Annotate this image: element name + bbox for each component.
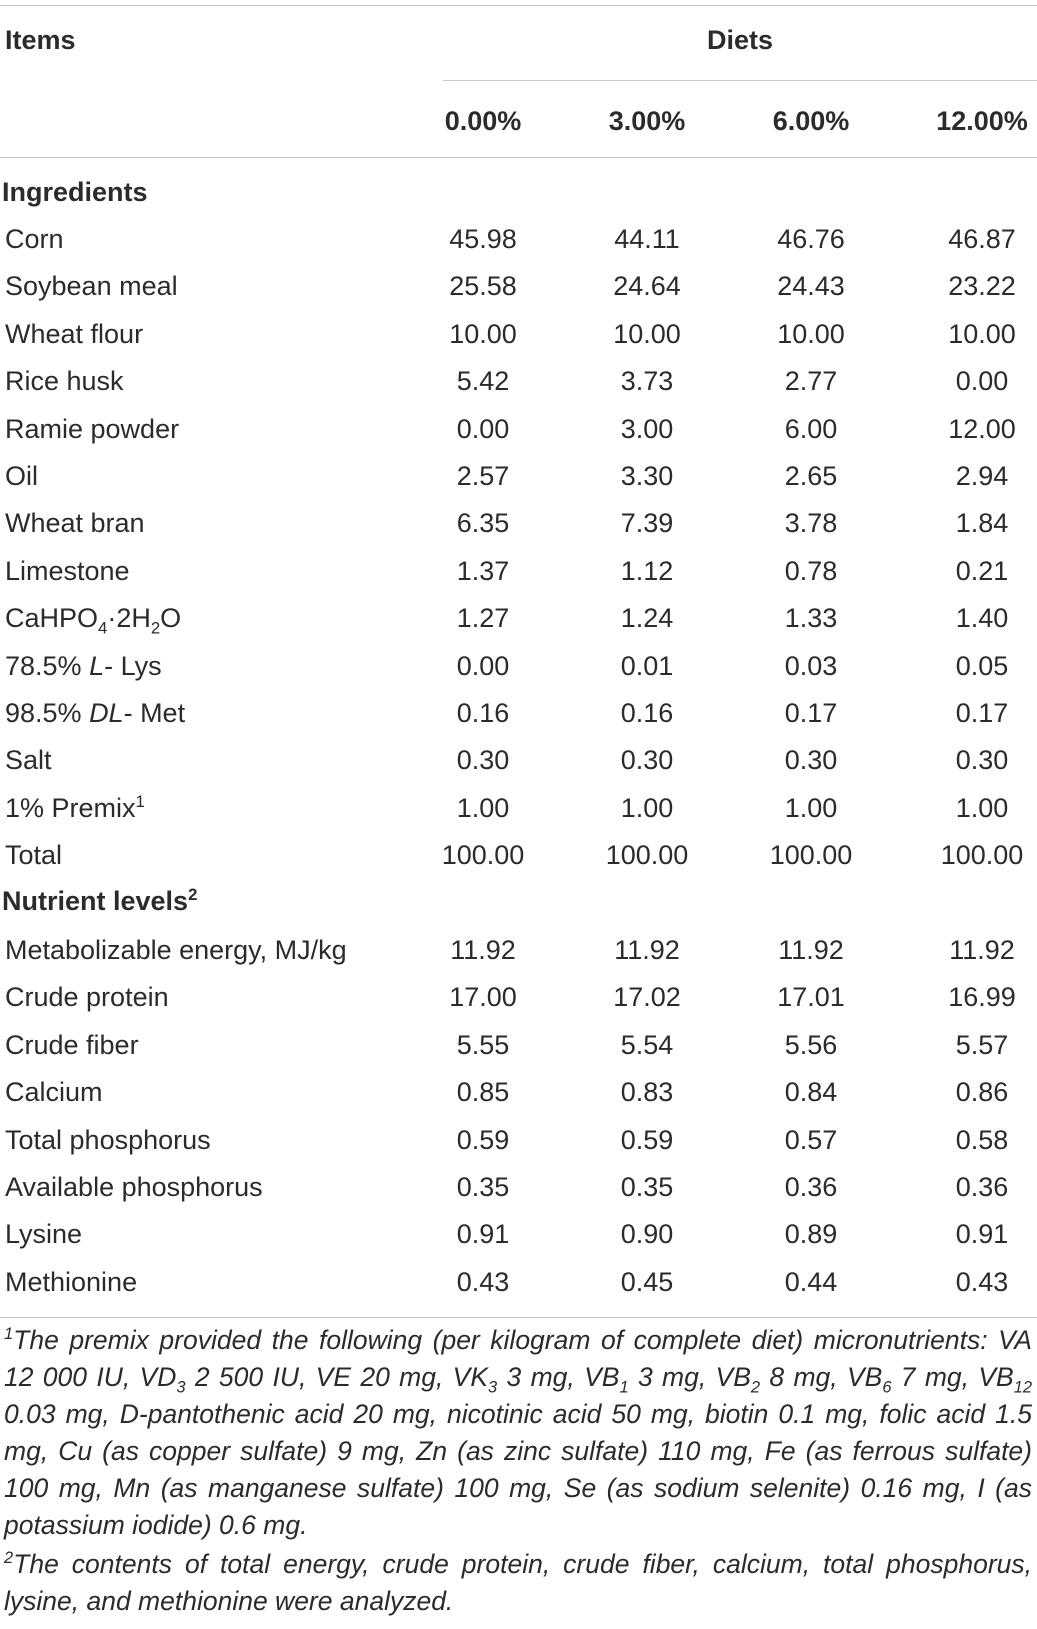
row-value: 0.36 — [784, 1172, 838, 1202]
diet-level-header: 12.00% — [936, 106, 1028, 136]
row-value: 0.58 — [955, 1124, 1009, 1155]
row-value: 0.30 — [784, 745, 838, 776]
row-value: 100.00 — [441, 840, 525, 871]
row-value: 0.78 — [784, 555, 838, 586]
row-value: 0.57 — [784, 1124, 838, 1155]
row-value: 0.43 — [955, 1266, 1009, 1297]
row-value: 7.39 — [620, 508, 674, 539]
row-value: 1.27 — [456, 603, 510, 634]
row-value: 0.91 — [955, 1219, 1009, 1250]
row-value: 0.17 — [955, 698, 1009, 728]
row-value: 1.00 — [955, 792, 1009, 823]
row-value: 0.44 — [784, 1266, 838, 1297]
row-value: 0.01 — [620, 650, 674, 681]
row-value: 0.03 — [784, 650, 838, 681]
row-value: 1.37 — [456, 555, 510, 586]
row-value: 23.22 — [948, 271, 1016, 302]
section-nutrients: Nutrient levels$^2$ — [2, 885, 198, 916]
row-label: Limestone — [5, 555, 130, 586]
row-label: Crude protein — [5, 982, 169, 1013]
diet-level-header: 3.00% — [608, 106, 686, 136]
row-value: 3.30 — [620, 461, 674, 491]
row-value: 0.17 — [784, 698, 838, 728]
row-value: 0.85 — [456, 1077, 510, 1108]
row-value: 0.00 — [955, 366, 1009, 397]
header-bottom-border — [0, 157, 1037, 158]
footnote-marker: 2 — [188, 885, 198, 904]
row-value: 11.92 — [949, 935, 1015, 965]
row-value: 0.89 — [784, 1219, 838, 1250]
row-value: 1.24 — [620, 603, 674, 634]
row-value: 2.65 — [784, 461, 838, 491]
row-value: 0.30 — [456, 745, 510, 776]
row-value: 0.00 — [456, 413, 510, 444]
row-value: 10.00 — [948, 318, 1016, 349]
row-value: 0.16 — [620, 698, 674, 728]
row-label: 78.5% L- Lys — [5, 650, 162, 681]
row-value: 0.86 — [955, 1077, 1009, 1108]
row-value: 0.59 — [456, 1124, 510, 1155]
row-value: 5.54 — [620, 1029, 674, 1060]
row-value: 46.76 — [777, 224, 845, 254]
row-value: 2.77 — [784, 366, 838, 397]
row-value: 1.00 — [784, 792, 838, 823]
row-label: Rice husk — [5, 366, 124, 397]
items-header: Items — [5, 25, 76, 55]
row-value: 1.84 — [955, 508, 1009, 539]
table-bottom-border — [0, 1317, 1037, 1318]
row-label: Crude fiber — [5, 1029, 139, 1060]
row-value: 46.87 — [948, 224, 1016, 254]
row-value: 0.00 — [456, 650, 510, 681]
section-ingredients: Ingredients — [2, 177, 148, 207]
row-value: 100.00 — [605, 840, 689, 871]
row-label: Wheat bran — [5, 508, 145, 539]
row-value: 11.92 — [778, 935, 844, 965]
row-value: 11.92 — [450, 935, 516, 965]
row-label: Available phosphorus — [5, 1172, 263, 1202]
row-value: 10.00 — [449, 318, 517, 349]
row-value: 0.16 — [456, 698, 510, 728]
row-value: 16.99 — [948, 982, 1016, 1013]
row-value: 3.78 — [784, 508, 838, 539]
row-value: 5.57 — [955, 1029, 1009, 1060]
row-value: 12.00 — [948, 413, 1016, 444]
row-label: Methionine — [5, 1266, 138, 1297]
row-value: 0.59 — [620, 1124, 674, 1155]
row-value: 0.30 — [620, 745, 674, 776]
row-value: 1.33 — [784, 603, 838, 634]
row-value: 0.36 — [955, 1172, 1009, 1202]
row-value: 25.58 — [449, 271, 517, 302]
row-value: 3.73 — [620, 366, 674, 397]
row-value: 1.12 — [620, 555, 674, 586]
row-value: 24.43 — [777, 271, 845, 302]
row-value: 0.21 — [955, 555, 1009, 586]
row-value: 1.00 — [620, 792, 674, 823]
footnote-1: $^1$The premix provided the following (per kilogram of complete diet) micronutrients: VA 12 000 IU, $VD_3$ 2 500 IU, VE 20 mg, $VK_3$ 3 mg, $VB_1$ 3 mg, $VB_2$ 8 mg, $VB_6$ 7 mg, $VB_{12}$ 0.03 mg, D-pantothenic acid 20 mg, nicotinic acid 50 mg, biotin 0.1 mg, folic acid 1.5 mg, Cu (as copper sulfate) 9 mg, Zn (as zinc sulfate) 110 mg, Fe (as ferrous sulfate) 100 mg, Mn (as manganese sulfate) 100 mg, Se (as sodium selenite) 0.16 mg, I (as potassium iodide) 0.6 mg. — [4, 1325, 1033, 1540]
row-value: 2.57 — [456, 461, 510, 491]
footnote-2: $^2$The contents of total energy, crude protein, crude fiber, calcium, total phosphorus, lysine, and methionine were analyzed. — [4, 1549, 1032, 1616]
row-label: Calcium — [5, 1077, 103, 1108]
row-value: 1.40 — [955, 603, 1009, 634]
row-value: 1.00 — [456, 792, 510, 823]
row-label: Wheat flour — [5, 318, 144, 349]
row-label: Metabolizable energy, MJ/kg — [5, 935, 347, 965]
row-value: 5.42 — [456, 366, 510, 397]
row-value: 0.91 — [456, 1219, 510, 1250]
row-label: Salt — [5, 745, 52, 776]
row-label: Ramie powder — [5, 413, 180, 444]
row-value: 10.00 — [613, 318, 681, 349]
row-value: 0.90 — [620, 1219, 674, 1250]
row-label: Oil — [5, 461, 38, 491]
diet-level-header: 6.00% — [772, 106, 850, 136]
row-value: 45.98 — [449, 224, 517, 254]
row-label: $CaHPO_4\cdot 2H_2O$ — [5, 603, 182, 638]
row-value: 0.35 — [456, 1172, 510, 1202]
row-value: 0.30 — [955, 745, 1009, 776]
row-value: 0.35 — [620, 1172, 674, 1202]
row-label: Soybean meal — [5, 271, 178, 302]
table-top-border — [0, 5, 1037, 6]
row-label: 98.5% DL- Met — [5, 698, 186, 728]
row-value: 100.00 — [940, 840, 1024, 871]
row-label: Corn — [5, 224, 64, 254]
row-label: 1% Premix$^1$ — [5, 791, 145, 823]
row-value: 44.11 — [614, 224, 680, 254]
row-value: 17.00 — [449, 982, 517, 1013]
row-value: 0.83 — [620, 1077, 674, 1108]
row-value: 11.92 — [614, 935, 680, 965]
diets-header: Diets — [706, 25, 774, 55]
row-value: 0.43 — [456, 1266, 510, 1297]
row-value: 17.01 — [777, 982, 845, 1013]
row-label: Total — [5, 840, 63, 871]
row-value: 5.56 — [784, 1029, 838, 1060]
row-value: 0.05 — [955, 650, 1009, 681]
row-label: Lysine — [5, 1219, 83, 1250]
row-value: 0.45 — [620, 1266, 674, 1297]
row-value: 100.00 — [769, 840, 853, 871]
diets-underline — [443, 80, 1037, 81]
row-value: 5.55 — [456, 1029, 510, 1060]
diet-level-header: 0.00% — [444, 106, 522, 136]
row-value: 17.02 — [613, 982, 681, 1013]
row-value: 6.35 — [456, 508, 510, 539]
row-label: Total phosphorus — [5, 1124, 211, 1155]
row-value: 6.00 — [784, 413, 838, 444]
row-value: 10.00 — [777, 318, 845, 349]
row-value: 3.00 — [620, 413, 674, 444]
row-value: 24.64 — [613, 271, 681, 302]
row-value: 0.84 — [784, 1077, 838, 1108]
row-value: 2.94 — [955, 461, 1009, 491]
